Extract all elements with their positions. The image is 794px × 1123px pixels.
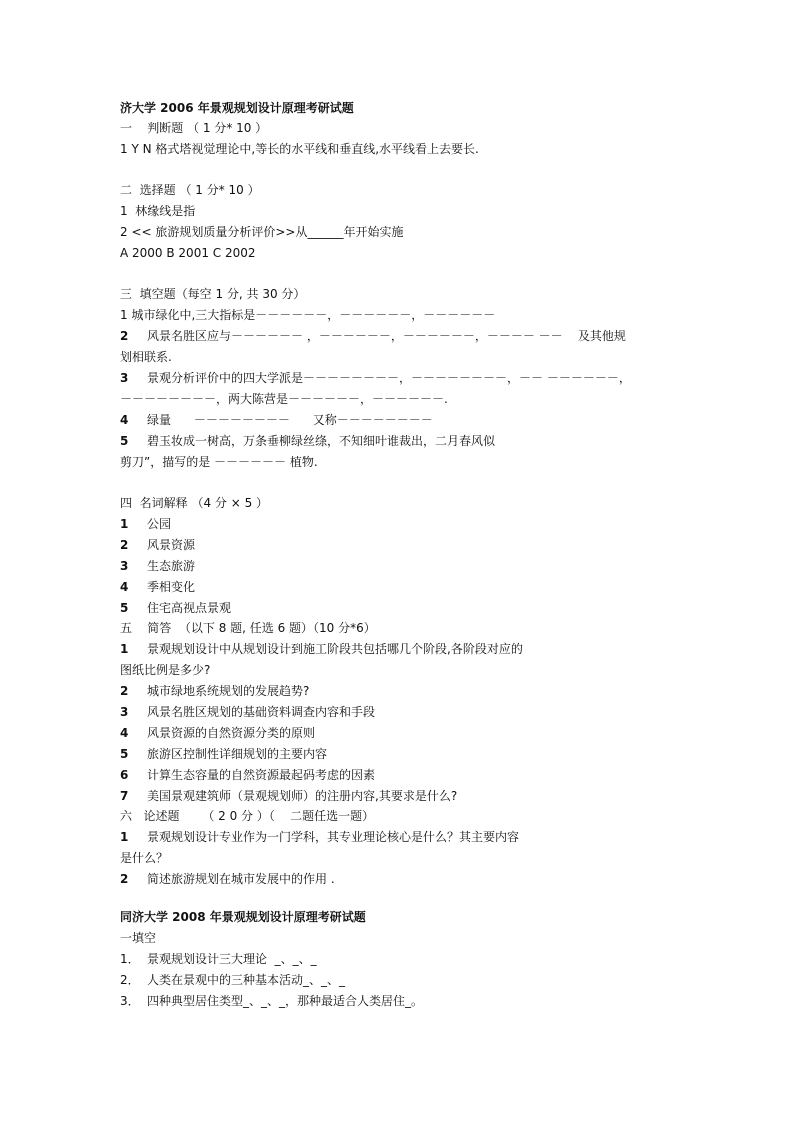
s5-item-number: 5 bbox=[120, 747, 129, 761]
s5-question-1-cont: 图纸比例是多少? bbox=[120, 663, 211, 677]
s5-q1-text: 景观规划设计中从规划设计到施工阶段共包括哪几个阶段,各阶段对应的 bbox=[147, 642, 523, 656]
s3-question-1: 1 城市绿化中,三大指标是－－－－－－，－－－－－－，－－－－－－ bbox=[120, 308, 496, 322]
section-2-title: 二 选择题 （ 1 分* 10 ） bbox=[120, 183, 260, 197]
exam-title-2006: 济大学 2006 年景观规划设计原理考研试题 bbox=[120, 101, 354, 115]
s5-item-number: 2 bbox=[120, 684, 129, 698]
s5-item-text: 美国景观建筑师（景观规划师）的注册内容,其要求是什么? bbox=[147, 789, 458, 803]
s3-q3-text: 景观分析评价中的四大学派是－－－－－－－－，－－－－－－－－，－－ －－－－－－， bbox=[147, 371, 631, 385]
b1-item-text: 景观规划设计三大理论 _、_、_ bbox=[147, 952, 317, 966]
s5-item-number: 3 bbox=[120, 705, 129, 719]
b1-item-text: 人类在景观中的三种基本活动_、_、_ bbox=[147, 973, 346, 987]
s5-item bbox=[120, 681, 309, 701]
b1-item-number: 3． bbox=[120, 994, 140, 1008]
b1-section-title: 一填空 bbox=[120, 931, 157, 945]
s3-q4-text: 绿量 －－－－－－－－ 又称－－－－－－－－ bbox=[147, 413, 433, 427]
s5-item-number: 7 bbox=[120, 789, 129, 803]
section-3-title: 三 填空题（每空 1 分, 共 30 分） bbox=[120, 287, 306, 301]
s4-item-number: 1 bbox=[120, 517, 129, 531]
section-1-title: 一 判断题 （ 1 分* 10 ） bbox=[120, 121, 268, 135]
s4-item-number: 3 bbox=[120, 559, 129, 573]
s4-item-text: 住宅高视点景观 bbox=[147, 601, 232, 615]
s6-q1-number: 1 bbox=[120, 830, 129, 844]
s4-item bbox=[120, 514, 171, 534]
s3-question-2 bbox=[120, 326, 626, 346]
s5-item bbox=[120, 786, 457, 806]
s3-question-2-cont: 划相联系. bbox=[120, 350, 172, 364]
s5-item-text: 旅游区控制性详细规划的主要内容 bbox=[147, 747, 328, 761]
s3-question-5 bbox=[120, 431, 495, 451]
s1-question-1: 1 Y N 格式塔视觉理论中,等长的水平线和垂直线,水平线看上去要长. bbox=[120, 142, 479, 156]
s4-item-number: 5 bbox=[120, 601, 129, 615]
s5-item bbox=[120, 744, 327, 764]
s3-question-3-cont: －－－－－－－－，两大陈营是－－－－－－，－－－－－－. bbox=[120, 392, 448, 406]
s3-q2-text: 风景名胜区应与－－－－－－ ，－－－－－－，－－－－－－，－－－－ －－ 及其他规 bbox=[147, 329, 626, 343]
s2-question-2: 2 << 旅游规划质量分析评价>>从______年开始实施 bbox=[120, 225, 404, 239]
s5-item bbox=[120, 765, 375, 785]
s5-item-text: 风景名胜区规划的基础资料调查内容和手段 bbox=[147, 705, 376, 719]
s3-question-5-cont: 剪刀”，描写的是 －－－－－－ 植物. bbox=[120, 455, 318, 469]
section-6-title: 六 论述题 （ 2 0 分 ）（ 二题任选一题） bbox=[120, 809, 375, 823]
s4-item bbox=[120, 535, 195, 555]
s5-item-text: 城市绿地系统规划的发展趋势? bbox=[147, 684, 310, 698]
b1-item bbox=[120, 991, 423, 1011]
s4-item-text: 风景资源 bbox=[147, 538, 196, 552]
s5-item bbox=[120, 702, 375, 722]
s5-question-1 bbox=[120, 639, 523, 659]
s4-item-text: 生态旅游 bbox=[147, 559, 196, 573]
s5-q1-number: 1 bbox=[120, 642, 129, 656]
s4-item-text: 季相变化 bbox=[147, 580, 196, 594]
s4-item bbox=[120, 556, 195, 576]
s4-item-number: 4 bbox=[120, 580, 129, 594]
s4-item-number: 2 bbox=[120, 538, 129, 552]
s2-question-1: 1 林缘线是指 bbox=[120, 204, 196, 218]
b1-item bbox=[120, 949, 317, 969]
b1-item-text: 四种典型居住类型_、_、_，那种最适合人类居住_。 bbox=[147, 994, 424, 1008]
s3-question-3 bbox=[120, 368, 631, 388]
s3-q3-number: 3 bbox=[120, 371, 129, 385]
s6-question-2 bbox=[120, 869, 335, 889]
s3-q5-number: 5 bbox=[120, 434, 129, 448]
s5-item-number: 4 bbox=[120, 726, 129, 740]
section-5-title: 五 简答 （以下 8 题, 任选 6 题）（10 分*6） bbox=[120, 621, 376, 635]
s4-item bbox=[120, 577, 195, 597]
s6-q2-number: 2 bbox=[120, 872, 129, 886]
s3-q4-number: 4 bbox=[120, 413, 129, 427]
s3-question-4 bbox=[120, 410, 433, 430]
s5-item bbox=[120, 723, 315, 743]
section-4-title: 四 名词解释 （4 分 × 5 ） bbox=[120, 496, 269, 510]
s6-q1-text: 景观规划设计专业作为一门学科，其专业理论核心是什么？其主要内容 bbox=[147, 830, 520, 844]
s6-question-1 bbox=[120, 827, 519, 847]
exam-title-2008: 同济大学 2008 年景观规划设计原理考研试题 bbox=[120, 910, 366, 924]
s2-question-2-options: A 2000 B 2001 C 2002 bbox=[120, 246, 256, 260]
b1-item-number: 1． bbox=[120, 952, 140, 966]
s3-q2-number: 2 bbox=[120, 329, 129, 343]
s6-q2-text: 简述旅游规划在城市发展中的作用 . bbox=[147, 872, 335, 886]
s3-q5-text: 碧玉妆成一树高，万条垂柳绿丝绦，不知细叶谁裁出，二月春风似 bbox=[147, 434, 496, 448]
b1-item-number: 2． bbox=[120, 973, 140, 987]
s6-question-1-cont: 是什么？ bbox=[120, 851, 169, 865]
s5-item-text: 计算生态容量的自然资源最起码考虑的因素 bbox=[147, 768, 376, 782]
s4-item-text: 公园 bbox=[147, 517, 172, 531]
s5-item-text: 风景资源的自然资源分类的原则 bbox=[147, 726, 316, 740]
s5-item-number: 6 bbox=[120, 768, 129, 782]
s4-item bbox=[120, 598, 231, 618]
b1-item bbox=[120, 970, 345, 990]
